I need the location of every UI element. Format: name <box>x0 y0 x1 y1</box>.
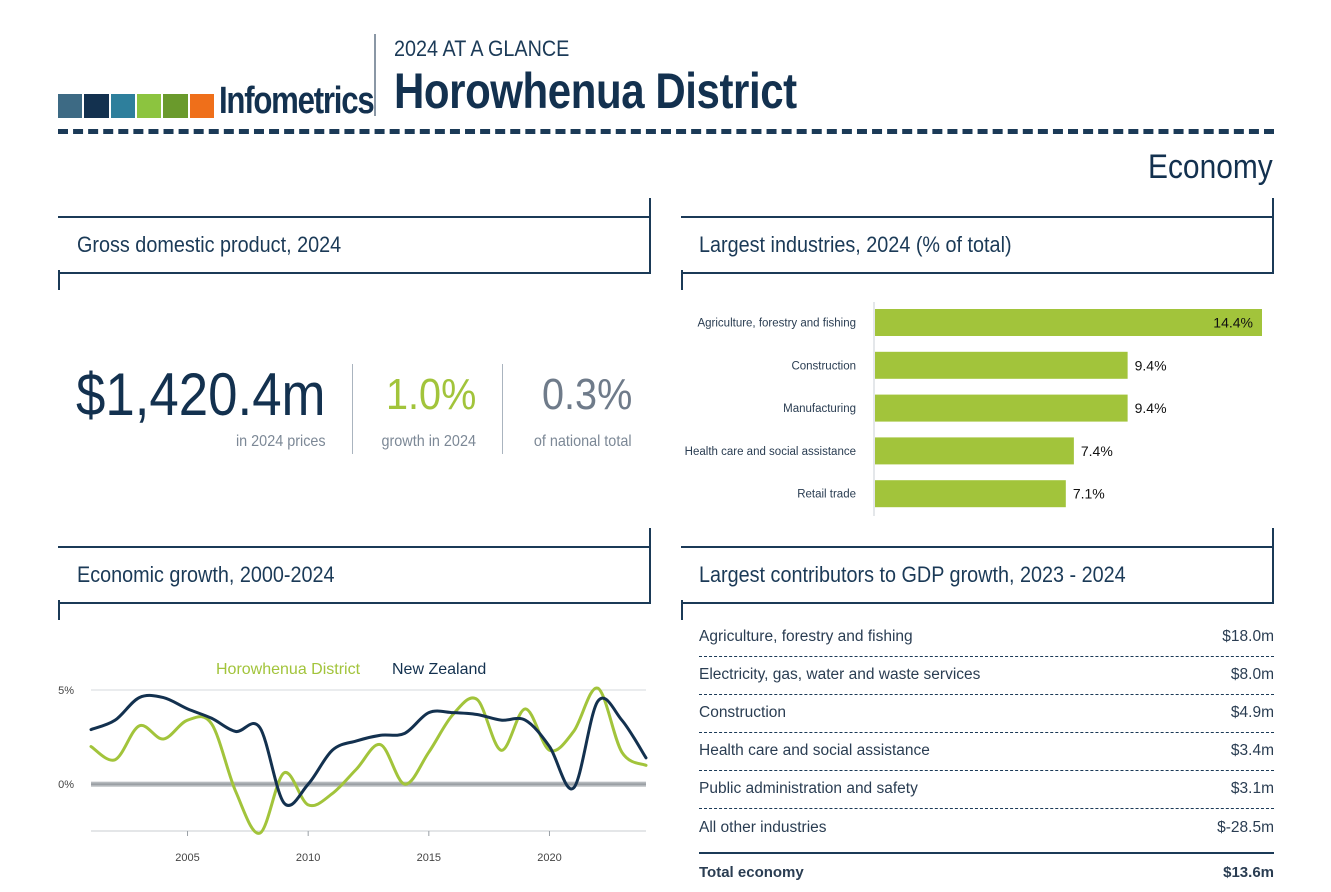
growth-panel-title: Economic growth, 2000-2024 <box>77 562 335 587</box>
bar-category-label: Manufacturing <box>783 403 856 416</box>
y-tick-label: 0% <box>58 779 74 792</box>
row-value: $3.1m <box>1230 780 1274 797</box>
brand-name: Infometrics <box>219 80 374 122</box>
legend-horowhenua: Horowhenua District <box>216 661 361 678</box>
bar <box>875 437 1074 464</box>
x-tick-label: 2005 <box>175 852 200 864</box>
table-row <box>699 656 1274 695</box>
row-value: $18.0m <box>1222 628 1274 645</box>
bar-value-label: 14.4% <box>1213 314 1253 331</box>
row-value: $8.0m <box>1230 666 1274 683</box>
series-line-horowhenua <box>91 688 646 833</box>
bar <box>875 309 1262 336</box>
x-tick-label: 2010 <box>295 852 321 864</box>
bar-value-label: 7.4% <box>1080 442 1113 459</box>
panel-tick <box>649 198 651 216</box>
bar <box>875 395 1128 422</box>
row-label: Agriculture, forestry and fishing <box>699 628 913 645</box>
gdp-value: $1,420.4m <box>76 361 326 428</box>
total-value: $13.6m <box>1223 864 1274 881</box>
row-label: Electricity, gas, water and waste services <box>699 666 981 683</box>
panel-tick <box>58 270 60 290</box>
bar-category-label: Retail trade <box>797 488 856 501</box>
panel-tick <box>1272 198 1274 216</box>
bar-value-label: 9.4% <box>1134 400 1167 417</box>
logo-square <box>137 94 161 118</box>
total-label: Total economy <box>699 864 804 881</box>
logo-square <box>163 94 187 118</box>
section-title: Economy <box>1148 148 1273 186</box>
x-tick-label: 2020 <box>537 852 562 864</box>
panel-tick <box>1272 528 1274 546</box>
header-dashed-rule <box>58 129 1274 134</box>
panel-tick <box>58 600 60 620</box>
industries-panel-title: Largest industries, 2024 (% of total) <box>699 232 1012 257</box>
logo-square <box>190 94 214 118</box>
table-row <box>699 618 1274 657</box>
chart-ticks <box>58 685 562 864</box>
table-row <box>699 770 1274 809</box>
page-subtitle: 2024 AT A GLANCE <box>394 36 570 61</box>
chart-series <box>91 688 646 833</box>
logo-square <box>111 94 135 118</box>
row-label: Health care and social assistance <box>699 742 930 759</box>
brand-logo-squares <box>58 94 214 118</box>
growth-line-chart <box>50 645 655 875</box>
gdp-share-value: 0.3% <box>541 370 632 419</box>
row-value: $4.9m <box>1230 704 1274 721</box>
bars-group <box>685 309 1262 507</box>
stat-divider <box>502 364 503 454</box>
bar-category-label: Agriculture, forestry and fishing <box>697 317 856 330</box>
row-label: Construction <box>699 704 787 721</box>
row-value: $-28.5m <box>1217 819 1274 836</box>
logo-square <box>84 94 108 118</box>
header-divider <box>374 34 376 116</box>
gdp-share-caption: of national total <box>534 433 632 450</box>
table-row <box>699 694 1274 733</box>
bar <box>875 352 1128 379</box>
contributors-panel-title: Largest contributors to GDP growth, 2023 - 2024 <box>699 562 1126 587</box>
gdp-growth-caption: growth in 2024 <box>381 433 476 450</box>
chart-grid <box>91 690 646 831</box>
page-title: Horowhenua District <box>394 63 797 119</box>
industries-bar-chart <box>660 298 1280 520</box>
table-row <box>699 809 1274 847</box>
bar-value-label: 9.4% <box>1134 357 1167 374</box>
panel-tick <box>681 600 683 620</box>
bar <box>875 480 1066 507</box>
x-tick-label: 2015 <box>416 852 442 864</box>
row-value: $3.4m <box>1230 742 1274 759</box>
logo-square <box>58 94 82 118</box>
gdp-panel-title: Gross domestic product, 2024 <box>77 232 342 257</box>
y-tick-label: 5% <box>58 685 74 698</box>
table-total-row <box>699 854 1274 892</box>
bar-category-label: Health care and social assistance <box>684 445 856 458</box>
stat-divider <box>352 364 353 454</box>
panel-tick <box>681 270 683 290</box>
gdp-value-caption: in 2024 prices <box>236 433 326 450</box>
bar-value-label: 7.1% <box>1072 485 1105 502</box>
row-label: All other industries <box>699 819 827 836</box>
gdp-growth-value: 1.0% <box>385 370 476 419</box>
panel-tick <box>649 528 651 546</box>
bar-category-label: Construction <box>791 360 856 373</box>
legend-new-zealand: New Zealand <box>392 661 487 678</box>
row-label: Public administration and safety <box>699 780 918 797</box>
table-row <box>699 732 1274 771</box>
series-line-new-zealand <box>91 695 646 805</box>
